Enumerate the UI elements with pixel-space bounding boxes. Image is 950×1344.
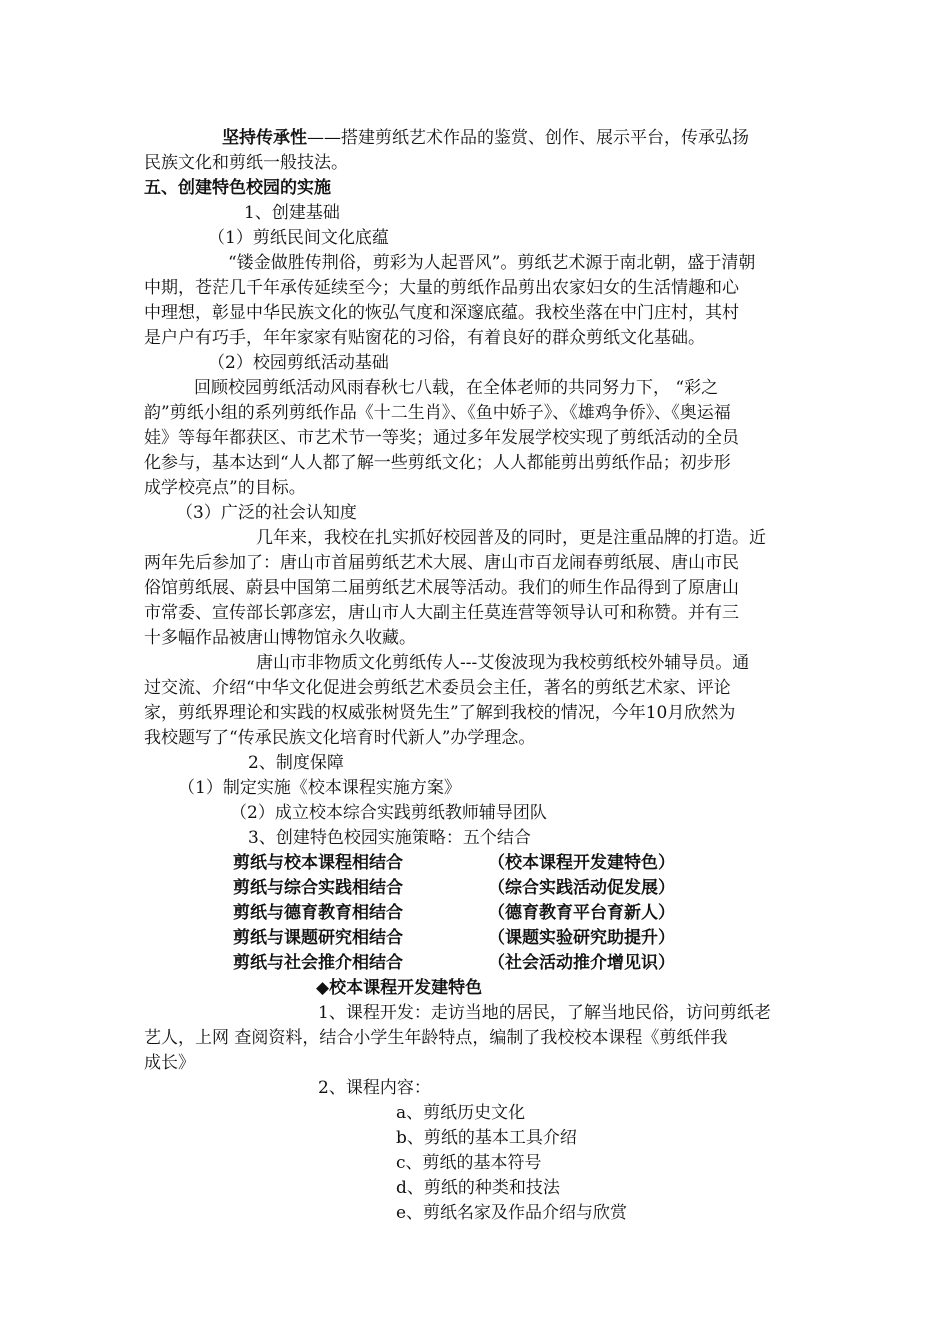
social-line: 市常委、宣传部长郭彦宏，唐山市人大副主任莫连营等领导认可和称赞。并有三 [144, 603, 739, 623]
basis-title: 1、创建基础 [244, 203, 340, 223]
intro-rest: ——搭建剪纸艺术作品的鉴赏、创作、展示平台，传承弘扬 [307, 128, 749, 148]
course-content-item: b、剪纸的基本工具介绍 [396, 1128, 577, 1148]
campus-line: 韵”剪纸小组的系列剪纸作品《十二生肖》、《鱼中娇子》、《雄鸡争侨》、《奥运福 [144, 403, 731, 423]
strategy-left: 剪纸与课题研究相结合 [233, 928, 403, 948]
intro-line-2: 民族文化和剪纸一般技法。 [144, 153, 348, 173]
strategy-left: 剪纸与社会推介相结合 [233, 953, 403, 973]
intro-line-1 [222, 126, 749, 150]
campus-line: 回顾校园剪纸活动风雨春秋七八载，在全体老师的共同努力下， “彩之 [194, 378, 719, 398]
strategy-left: 剪纸与校本课程相结合 [233, 853, 403, 873]
course-content-item: a、剪纸历史文化 [396, 1103, 526, 1123]
course-dev-line: 1、课程开发：走访当地的居民，了解当地民俗，访问剪纸老 [318, 1003, 771, 1023]
campus-line: 化参与，基本达到“人人都了解一些剪纸文化；人人都能剪出剪纸作品；初步形 [144, 453, 731, 473]
system-item: （2）成立校本综合实践剪纸教师辅导团队 [230, 803, 547, 823]
strategy-title: 3、创建特色校园实施策略：五个结合 [248, 828, 531, 848]
campus-title: （2）校园剪纸活动基础 [208, 353, 389, 373]
social-title: （3）广泛的社会认知度 [176, 503, 357, 523]
strategy-right: （校本课程开发建特色） [488, 853, 675, 873]
strategy-left: 剪纸与德育教育相结合 [233, 903, 403, 923]
social-line: 家，剪纸界理论和实践的权威张树贤先生”了解到我校的情况，今年10月欣然为 [144, 703, 736, 723]
section-heading: 五、创建特色校园的实施 [144, 178, 331, 198]
intro-bold: 坚持传承性 [222, 128, 307, 148]
course-content-title: 2、课程内容： [318, 1078, 431, 1098]
course-content-item: c、剪纸的基本符号 [396, 1153, 542, 1173]
folk-line: 中期，苍茫几千年承传延续至今；大量的剪纸作品剪出农家妇女的生活情趣和心 [144, 278, 739, 298]
system-item: （1）制定实施《校本课程实施方案》 [178, 778, 461, 798]
system-title: 2、制度保障 [248, 753, 344, 773]
strategy-right: （课题实验研究助提升） [488, 928, 675, 948]
social-line: 过交流、介绍“中华文化促进会剪纸艺术委员会主任，著名的剪纸艺术家、评论 [144, 678, 731, 698]
course-dev-line: 艺人，上网 查阅资料，结合小学生年龄特点，编制了我校校本课程《剪纸伴我 [144, 1028, 728, 1048]
strategy-left: 剪纸与综合实践相结合 [233, 878, 403, 898]
strategy-right: （综合实践活动促发展） [488, 878, 675, 898]
social-line: 俗馆剪纸展、蔚县中国第二届剪纸艺术展等活动。我们的师生作品得到了原唐山 [144, 578, 739, 598]
strategy-right: （社会活动推介增见识） [488, 953, 675, 973]
strategy-right: （德育教育平台育新人） [488, 903, 675, 923]
social-line: 两年先后参加了：唐山市首届剪纸艺术大展、唐山市百龙闹春剪纸展、唐山市民 [144, 553, 739, 573]
course-content-item: e、剪纸名家及作品介绍与欣赏 [396, 1203, 628, 1223]
social-line: 唐山市非物质文化剪纸传人---艾俊波现为我校剪纸校外辅导员。通 [256, 653, 750, 673]
social-line: 十多幅作品被唐山博物馆永久收藏。 [144, 628, 416, 648]
course-dev-line: 成长》 [144, 1053, 195, 1073]
social-line: 我校题写了“传承民族文化培育时代新人”办学理念。 [144, 728, 536, 748]
folk-title: （1）剪纸民间文化底蕴 [208, 228, 389, 248]
folk-line: 中理想，彰显中华民族文化的恢弘气度和深邃底蕴。我校坐落在中门庄村，其村 [144, 303, 739, 323]
folk-line: 是户户有巧手，年年家家有贴窗花的习俗，有着良好的群众剪纸文化基础。 [144, 328, 705, 348]
course-heading: ◆校本课程开发建特色 [316, 978, 483, 998]
social-line: 几年来，我校在扎实抓好校园普及的同时，更是注重品牌的打造。近 [256, 528, 766, 548]
course-content-item: d、剪纸的种类和技法 [396, 1178, 560, 1198]
campus-line: 成学校亮点”的目标。 [144, 478, 306, 498]
folk-line: “镂金做胜传荆俗，剪彩为人起晋风”。剪纸艺术源于南北朝，盛于清朝 [228, 253, 756, 273]
campus-line: 娃》等每年都获区、市艺术节一等奖；通过多年发展学校实现了剪纸活动的全员 [144, 428, 739, 448]
